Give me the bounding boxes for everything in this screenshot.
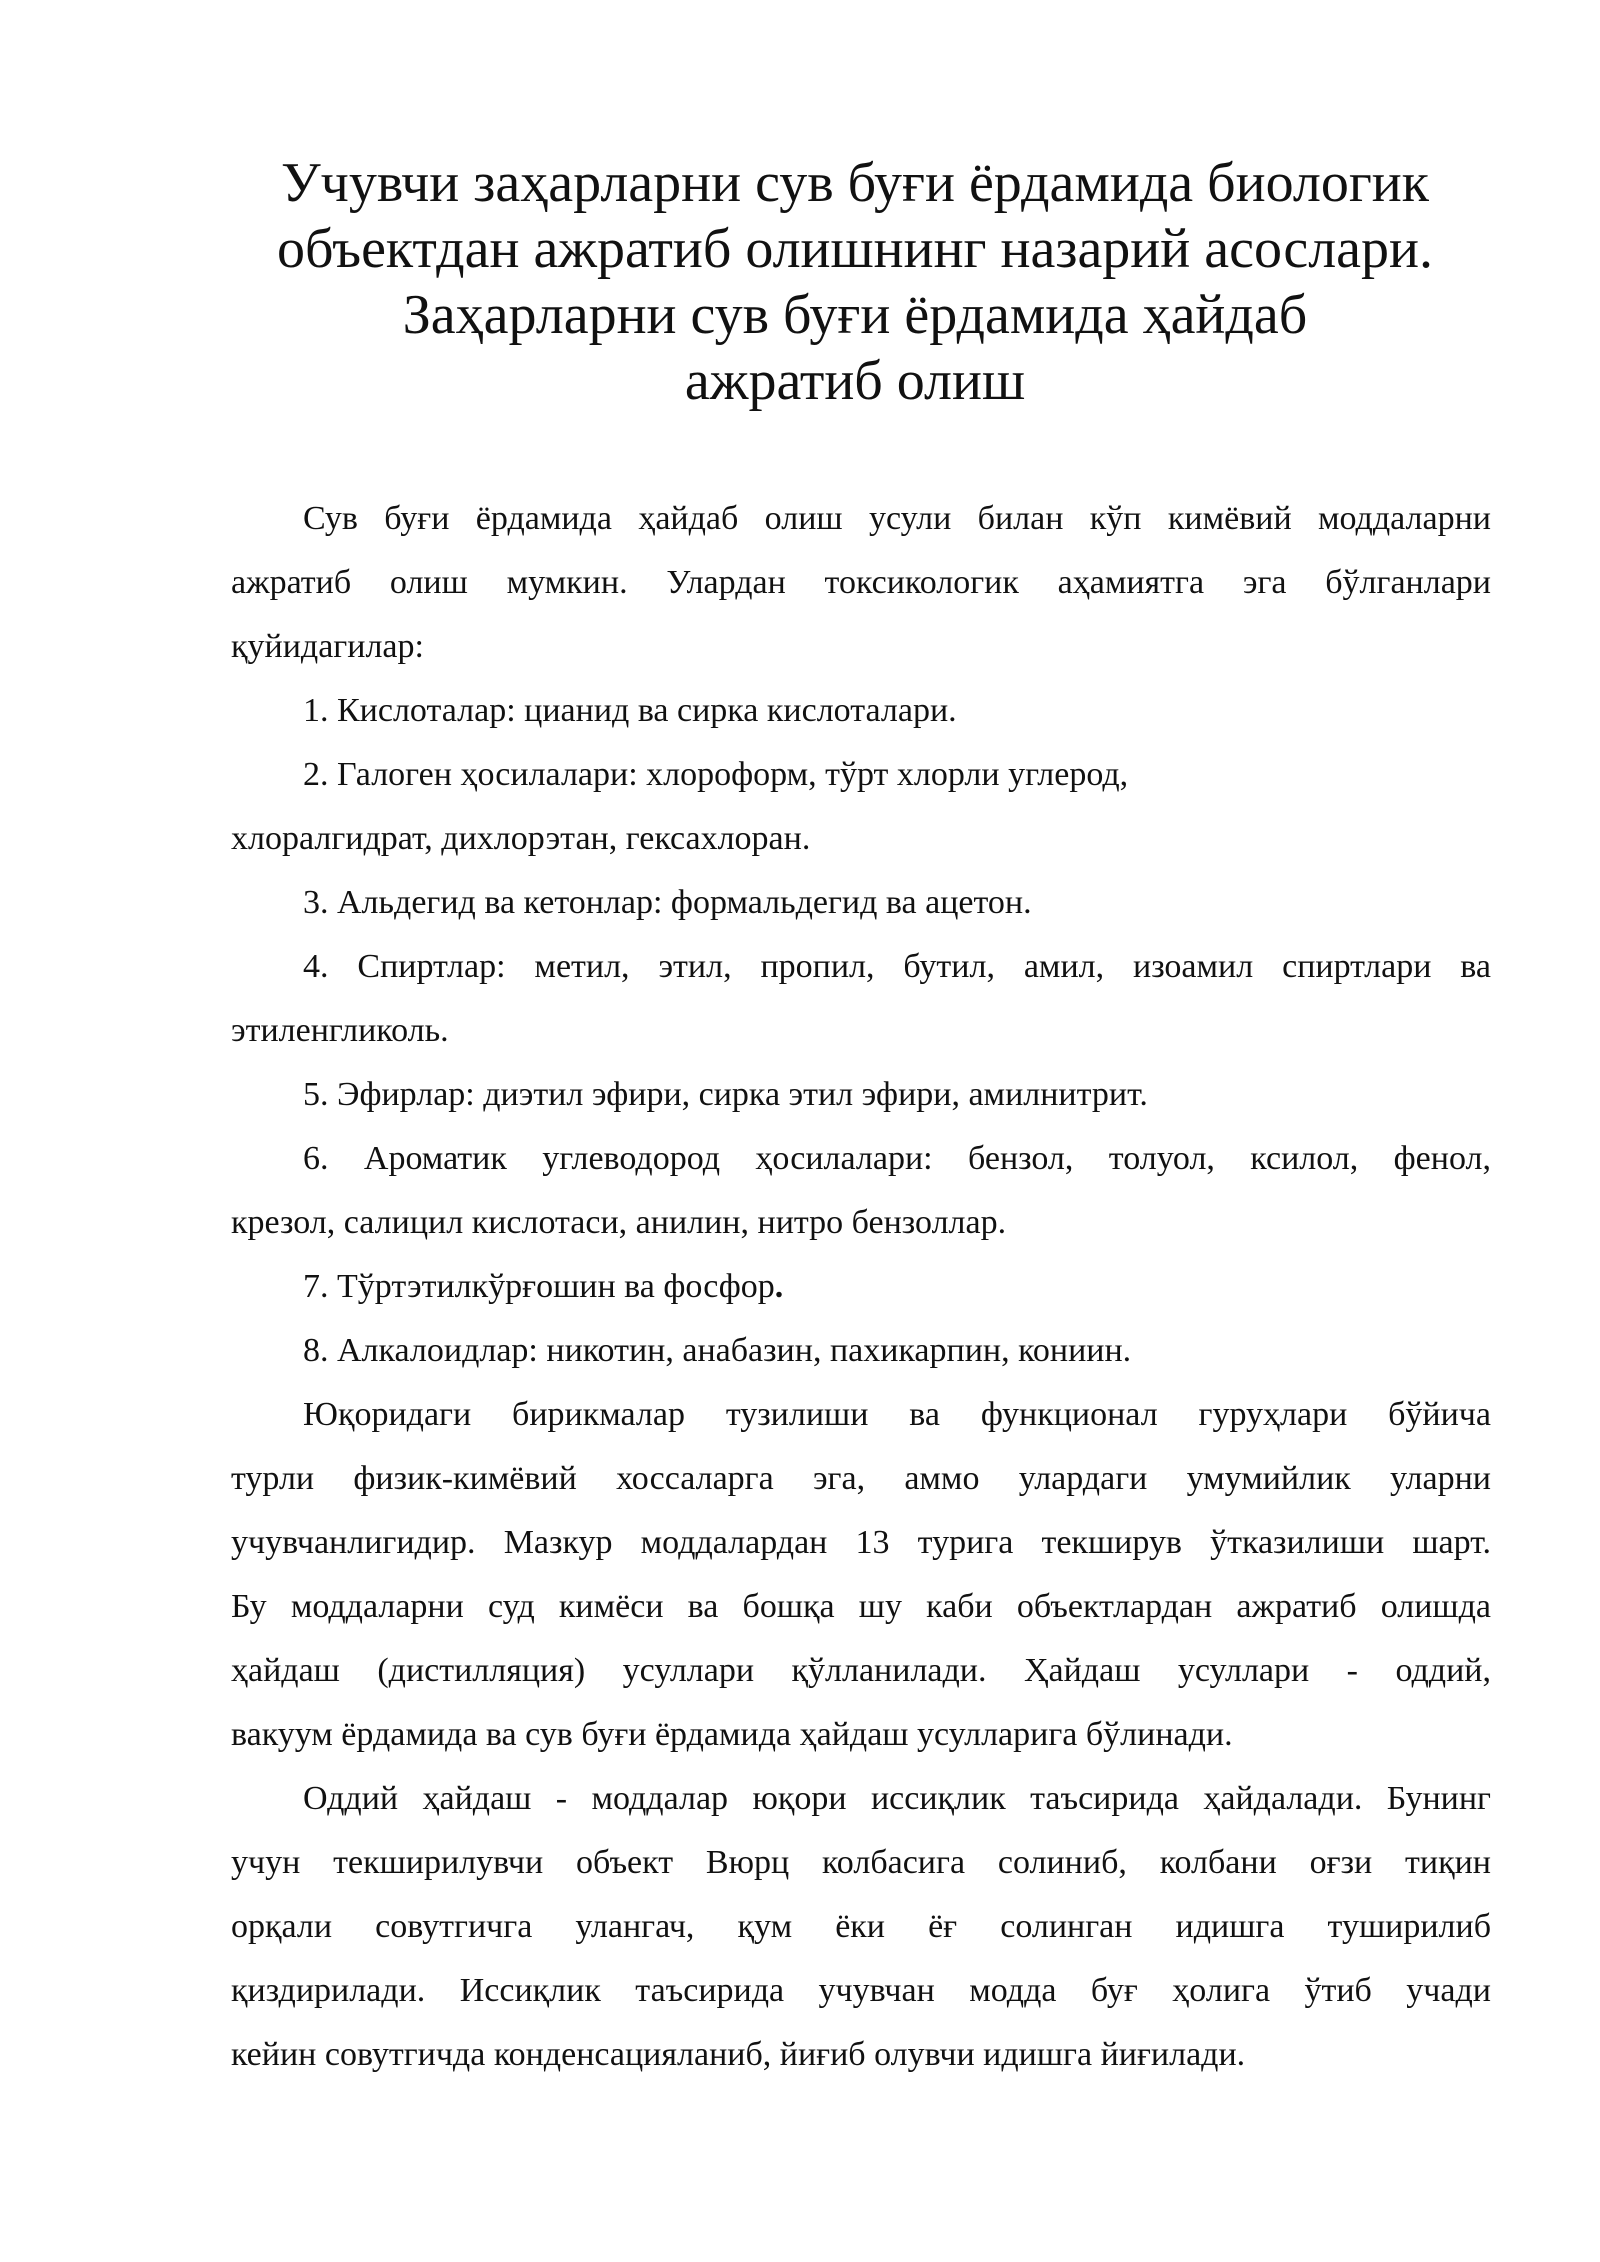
para2-line-4: Бу моддаларни суд кимёси ва бошқа шу каби объектлардан ажратиб олишда [231,1588,1491,1625]
para3-line-5: кейин совутгичда конденсацияланиб, йиғиб олувчи идишга йиғилади. [231,2036,1246,2073]
list-item-7-text: 7. Тўртэтилкўрғошин ва фосфор [303,1268,775,1305]
list-item-7-dot: . [774,1268,784,1305]
paragraph-3 [231,1767,1491,2087]
title-line-1: Учувчи заҳарларни сув буғи ёрдамида биологик [281,152,1429,214]
list-item-2-line-2: хлоралгидрат, дихлорэтан, гексахлоран. [231,820,811,857]
para3-line-2: учун текширилувчи объект Вюрц колбасига солиниб, колбани оғзи тиқин [231,1844,1491,1881]
title-line-2: объектдан ажратиб олишнинг назарий асослари. [277,218,1433,280]
list-item-8: 8. Алкалоидлар: никотин, анабазин, пахикарпин, кониин. [303,1332,1132,1369]
intro-paragraph [231,487,1491,679]
intro-line-2: ажратиб олиш мумкин. Улардан токсикологик аҳамиятга эга бўлганлари [231,564,1491,601]
title-line-4: ажратиб олиш [684,350,1026,412]
para2-line-5: ҳайдаш (дистилляция) усуллари қўлланилади. Ҳайдаш усуллари - оддий, [231,1652,1491,1689]
substance-list [231,679,1491,1383]
list-item-7 [231,1255,1491,1319]
list-item-5: 5. Эфирлар: диэтил эфири, сирка этил эфири, амилнитрит. [303,1076,1148,1113]
title-line-3: Заҳарларни сув буғи ёрдамида ҳайдаб [402,284,1308,346]
intro-line-1: Сув буғи ёрдамида ҳайдаб олиш усули билан кўп кимёвий моддаларни [303,500,1491,537]
document-title [200,150,1510,414]
para2-line-3: учувчанлигидир. Мазкур моддалардан 13 турига текширув ўтказилиши шарт. [231,1524,1491,1561]
list-item-6-line-1: 6. Ароматик углеводород ҳосилалари: бензол, толуол, ксилол, фенол, [303,1140,1491,1177]
list-item-3: 3. Альдегид ва кетонлар: формальдегид ва ацетон. [303,884,1032,921]
para2-line-6: вакуум ёрдамида ва сув буғи ёрдамида ҳайдаш усулларига бўлинади. [231,1716,1233,1753]
list-item-1: 1. Кислоталар: цианид ва сирка кислоталари. [303,692,957,729]
para3-line-3: орқали совутгичга улангач, қум ёки ёғ солинган идишга туширилиб [231,1908,1491,1945]
list-item-6-line-2: крезол, салицил кислотаси, анилин, нитро бензоллар. [231,1204,1007,1241]
list-item-4-line-1: 4. Спиртлар: метил, этил, пропил, бутил, амил, изоамил спиртлари ва [303,948,1491,985]
para2-line-1: Юқоридаги бирикмалар тузилиши ва функционал гуруҳлари бўйича [303,1396,1491,1433]
para3-line-1: Оддий ҳайдаш - моддалар юқори иссиқлик таъсирида ҳайдалади. Бунинг [303,1780,1491,1817]
para3-line-4: қиздирилади. Иссиқлик таъсирида учувчан модда буғ ҳолига ўтиб учади [231,1972,1491,2009]
paragraph-2 [231,1383,1491,1767]
list-item-2-line-1: 2. Галоген ҳосилалари: хлороформ, тўрт хлорли углерод, [303,756,1129,793]
document-body [231,487,1491,2087]
list-item-4-line-2: этиленгликоль. [231,1012,449,1049]
intro-line-3: қуйидагилар: [231,628,424,665]
para2-line-2: турли физик-кимёвий хоссаларга эга, аммо улардаги умумийлик уларни [231,1460,1491,1497]
